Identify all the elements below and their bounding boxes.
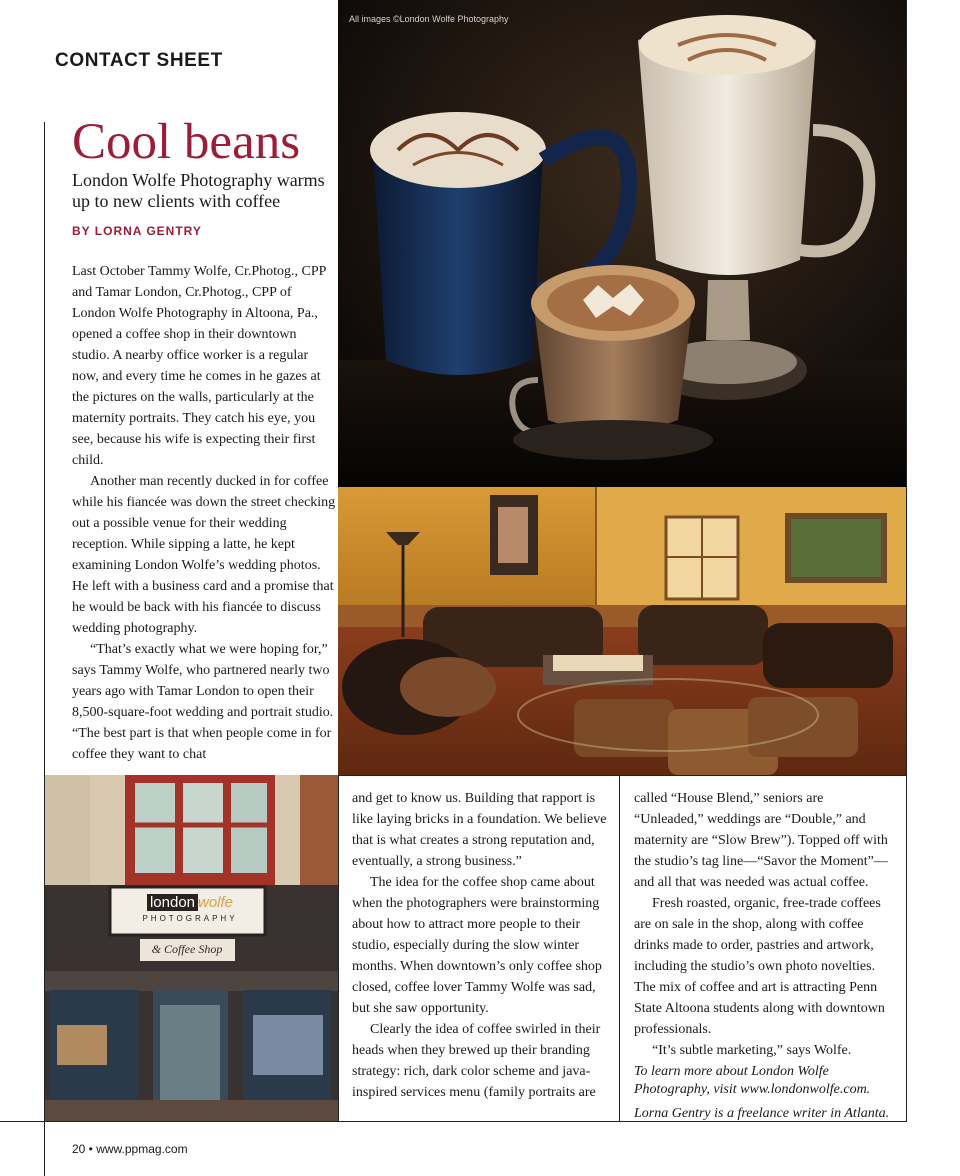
paragraph: Another man recently ducked in for coffee while his fiancée was down the street checking out a possible venue for their wedding reception. While sipping a latte, he kept examining London Wolfe’s wedding photos. He left with a business card and a promise that he would be back with his fiancée to discuss wedding photography. [72, 474, 336, 636]
paragraph: Clearly the idea of coffee swirled in their heads when they brewed up their branding strategy: rich, dark color scheme and java-inspired services menu (family portraits are [352, 1022, 601, 1100]
store-sign [115, 894, 265, 923]
page-footer: 20 • www.ppmag.com [72, 1142, 188, 1156]
paragraph: Last October Tammy Wolfe, Cr.Photog., CPP and Tamar London, Cr.Photog., CPP of London Wolfe Photography in Altoona, Pa., opened a coffee shop in their downtown studio. A nearby office worker is a regular now, and every time he comes in he gazes at the pictures on the walls, particularly at the maternity portraits. They catch his eye, you see, because his wife is expecting their first child. [72, 264, 326, 468]
learn-more-note: To learn more about London Wolfe Photography, visit www.londonwolfe.com. [634, 1064, 871, 1097]
author-note: Lorna Gentry is a freelance writer in Atlanta. [634, 1106, 890, 1121]
sign-wolfe: wolfe [198, 894, 234, 911]
paragraph: called “House Blend,” seniors are “Unleaded,” weddings are “Double,” and maternity are “Slow Brew”). Topped off with the studio’s tag line—“Savor the Moment”—and all that was needed was actual coffee. [634, 791, 888, 890]
photo-credit: All images ©London Wolfe Photography [349, 14, 509, 24]
sign-london: london [147, 894, 198, 911]
lounge-photo [338, 487, 906, 775]
body-column-2 [352, 788, 608, 1103]
section-label: CONTACT SHEET [55, 50, 223, 71]
body-column-1 [72, 261, 337, 765]
deck: London Wolfe Photography warms up to new clients with coffee [72, 170, 325, 211]
sign-coffee-shop: & Coffee Shop [151, 942, 223, 956]
lower-top-rule [338, 775, 906, 776]
column-divider-2 [619, 775, 620, 1122]
paragraph: and get to know us. Building that rapport is like laying bricks in a foundation. We believe that is what creates a strong reputation and, eventually, a strong business.” [352, 791, 607, 869]
sign-photography: PHOTOGRAPHY [142, 914, 238, 923]
paragraph: The idea for the coffee shop came about when the photographers were brainstorming about how to attract more people to their studio, especially during the slow winter months. When downtown’s only coffee shop closed, coffee lover Tammy Wolfe was sad, but she saw opportunity. [352, 875, 602, 1016]
coffee-cups-photo [338, 0, 906, 487]
column-divider-1 [338, 775, 339, 1122]
right-rule [906, 0, 907, 1122]
paragraph: “It’s subtle marketing,” says Wolfe. [652, 1043, 852, 1058]
byline: BY LORNA GENTRY [72, 224, 202, 238]
paragraph: “That’s exactly what we were hoping for,” says Tammy Wolfe, who partnered nearly two years ago with Tamar London to open their 8,500-square-foot wedding and portrait studio. “The best part is that when people come in for coffee they want to chat [72, 642, 334, 762]
lounge-interior-photo [338, 487, 906, 775]
coffee-mug-photo [338, 0, 906, 487]
storefront-photo [45, 775, 338, 1122]
headline: Cool beans [72, 114, 301, 170]
body-column-3 [634, 788, 896, 1124]
paragraph: Fresh roasted, organic, free-trade coffees are on sale in the shop, along with coffee drinks made to order, pastries and artwork, including the studio’s own photo novelties. The mix of coffee and art is attracting Penn State Altoona students along with downtown professionals. [634, 896, 885, 1037]
